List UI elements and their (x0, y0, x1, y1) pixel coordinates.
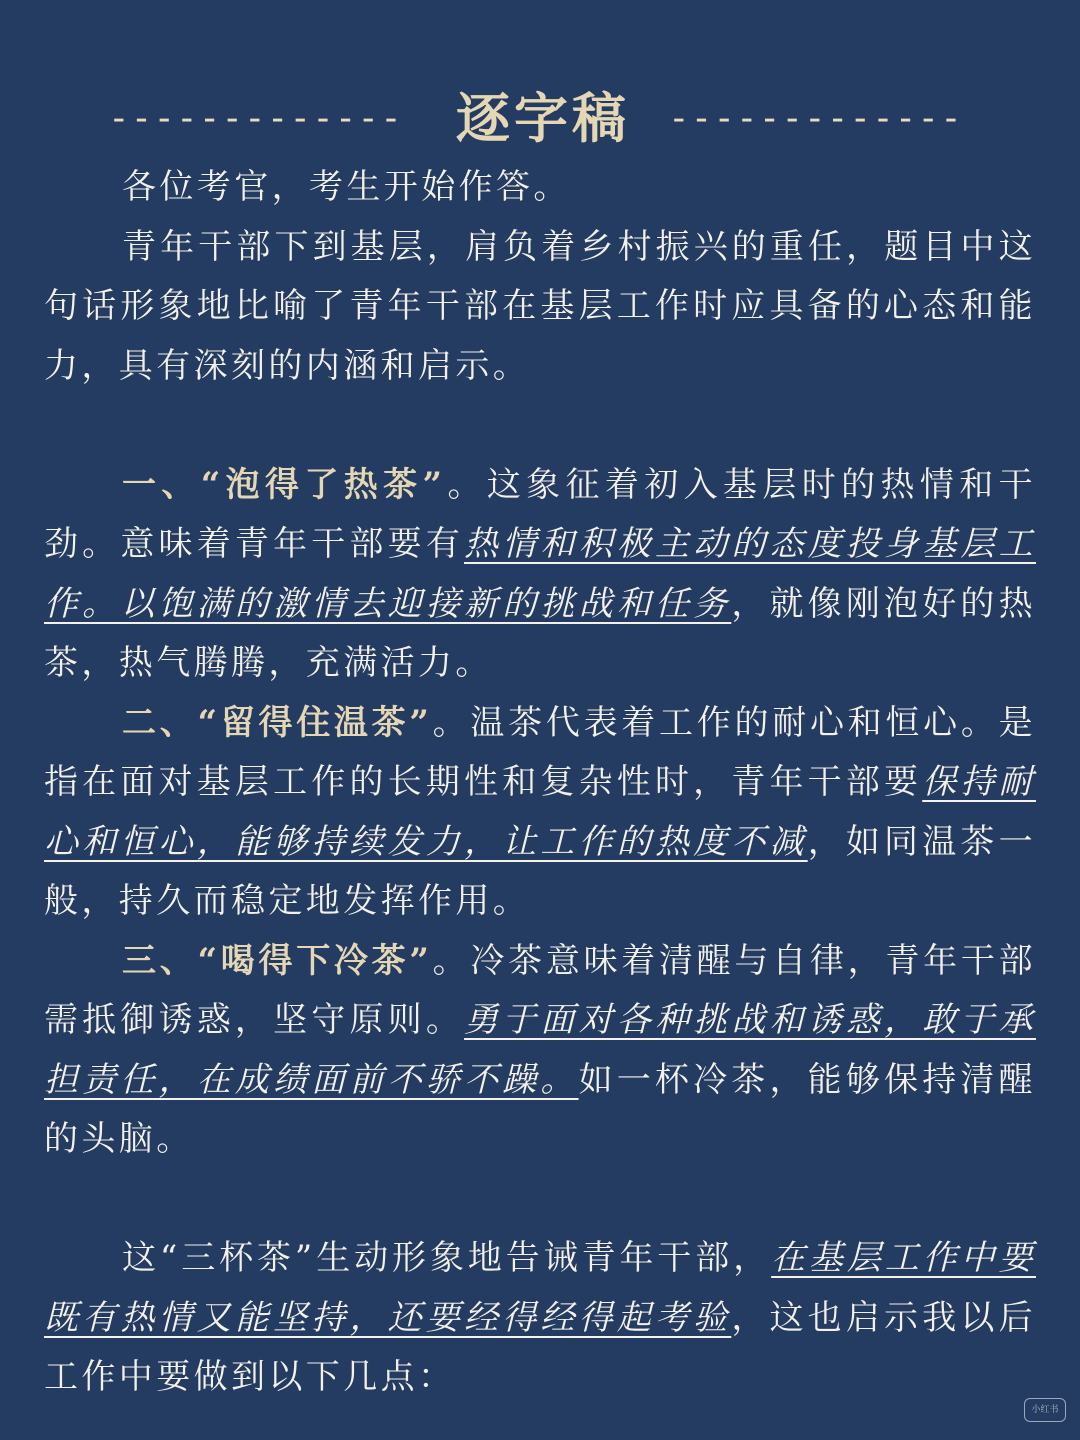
title-row (0, 70, 1080, 150)
point-three-text-a: 。冷茶意味着清醒与自律，青年干部需抵御诱惑，坚守原则。 (44, 940, 1036, 1040)
paragraph-gap (44, 1170, 1036, 1230)
point-two-heading: 二、“留得住温茶” (122, 702, 433, 743)
point-one-heading: 一、“泡得了热茶” (122, 464, 446, 505)
conclusion-text-a: 这“三杯茶”生动形象地告诫青年干部， (122, 1238, 772, 1278)
point-three-text-b: 如一杯冷茶，能够保持清醒的头脑。 (44, 1059, 1036, 1159)
conclusion-emphasis: 在基层工作中要既有热情又能坚持，还要经得经得起考验 (44, 1238, 1036, 1338)
point-three-emphasis: 勇于面对各种挑战和诱惑，敢于承担责任，在成绩面前不骄不躁。 (44, 1000, 1037, 1100)
conclusion-paragraph (44, 1229, 1036, 1408)
point-two-emphasis: 保持耐心和恒心，能够持续发力，让工作的热度不减 (44, 762, 1037, 862)
transcript-body (44, 158, 1036, 1408)
point-two-text-b: ，如同温茶一般，持久而稳定地发挥作用。 (44, 821, 1037, 921)
title-dash-left: ------------- (108, 98, 403, 139)
conclusion-text-b: ，这也启示我以后工作中要做到以下几点： (44, 1297, 1036, 1397)
point-one-text-b: ，就像刚泡好的热茶，热气腾腾，充满活力。 (44, 583, 1036, 683)
intro-paragraph: 青年干部下到基层，肩负着乡村振兴的重任，题目中这句话形象地比喻了青年干部在基层工作时应具备的心态和能力，具有深刻的内涵和启示。 (44, 226, 1036, 386)
point-two-text-a: 。温茶代表着工作的耐心和恒心。是指在面对基层工作的长期性和复杂性时，青年干部要 (44, 702, 1036, 802)
point-two-paragraph (44, 694, 1036, 932)
point-one-text-a: 。这象征着初入基层时的热情和干劲。意味着青年干部要有 (44, 464, 1036, 564)
point-three-paragraph (44, 932, 1036, 1170)
point-one-paragraph (44, 456, 1036, 694)
paragraph-gap (44, 396, 1036, 456)
watermark-logo: 小红书 (1024, 1398, 1066, 1422)
opening-line: 各位考官，考生开始作答。 (122, 167, 571, 207)
title-dash-right: ------------- (668, 98, 963, 139)
point-three-heading: 三、“喝得下冷茶” (122, 940, 433, 981)
point-one-emphasis: 热情和积极主动的态度投身基层工作。以饱满的激情去迎接新的挑战和任务 (44, 524, 1037, 624)
page-title: 逐字稿 (456, 86, 630, 150)
